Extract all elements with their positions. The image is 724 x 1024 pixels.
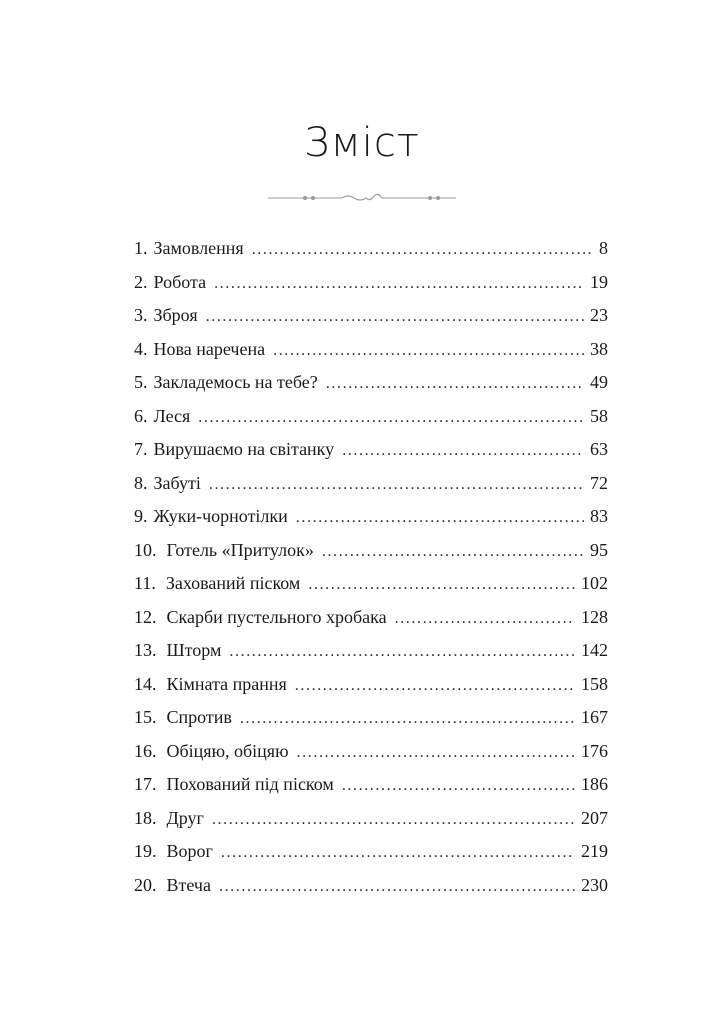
toc-entry [134,238,608,272]
toc-entry [134,841,608,875]
chapter-number: 18. [134,807,157,828]
decorative-divider-icon [262,186,462,210]
toc-entry [134,741,608,775]
dot-leader [395,610,575,628]
chapter-number: 13. [134,640,157,660]
chapter-title: Готель «Притулок» [166,539,314,560]
toc-entry [134,674,608,708]
toc-entry [134,272,608,306]
chapter-number: 7. [134,439,148,459]
chapter-title: Захований піском [165,573,301,593]
page-number: 8 [599,238,608,258]
chapter-title: Леся [153,405,191,426]
dot-leader [198,409,584,427]
dot-leader [240,710,575,728]
page-number: 38 [590,338,608,359]
page-number: 207 [581,807,608,828]
chapter-title: Вирушаємо на світанку [153,439,335,459]
chapter-number: 2. [134,271,148,292]
dot-leader [252,241,593,259]
chapter-title: Жуки-чорнотілки [153,506,288,526]
chapter-title: Скарби пустельного хробака [166,606,387,627]
toc-entry [134,506,608,540]
page-number: 72 [590,472,608,493]
page-number: 63 [590,439,608,459]
chapter-title: Ворог [166,841,213,861]
chapter-title: Замовлення [153,238,244,258]
page-number: 158 [581,673,608,694]
dot-leader [308,576,575,594]
dot-leader [209,476,584,494]
page-number: 58 [590,405,608,426]
chapter-number: 8. [134,472,148,493]
chapter-title: Друг [166,807,204,828]
dot-leader [221,844,575,862]
page-number: 230 [581,874,608,895]
chapter-number: 5. [134,372,148,392]
dot-leader [342,777,575,795]
page-number: 19 [590,271,608,292]
toc-entry [134,573,608,607]
toc-entry [134,607,608,641]
chapter-title: Зброя [153,305,198,325]
toc-entry [134,640,608,674]
chapter-number: 14. [134,673,157,694]
page-number: 176 [581,740,608,761]
dot-leader [326,375,584,393]
page-number: 49 [590,372,608,392]
chapter-number: 20. [134,874,157,895]
chapter-title: Кімната прання [166,673,287,694]
page-number: 102 [581,573,608,593]
toc-entry [134,305,608,339]
dot-leader [206,308,584,326]
dot-leader [296,509,584,527]
chapter-number: 6. [134,405,148,426]
dot-leader [214,275,584,293]
chapter-title: Нова наречена [153,338,266,359]
dot-leader [219,878,575,896]
toc-entry [134,439,608,473]
page-number: 167 [581,707,608,727]
chapter-title: Похований під піском [166,774,334,794]
chapter-number: 15. [134,707,157,727]
chapter-number: 12. [134,606,157,627]
page-number: 83 [590,506,608,526]
chapter-number: 3. [134,305,148,325]
page-number: 95 [590,539,608,560]
chapter-number: 19. [134,841,157,861]
page-number: 128 [581,606,608,627]
page-number: 23 [590,305,608,325]
dot-leader [295,677,575,695]
chapter-title: Обіцяю, обіцяю [166,740,289,761]
chapter-number: 9. [134,506,148,526]
toc-entry [134,707,608,741]
toc-entry [134,774,608,808]
chapter-number: 11. [134,573,156,593]
table-of-contents [134,238,608,908]
page-title: Зміст [304,120,420,166]
chapter-number: 4. [134,338,148,359]
chapter-number: 10. [134,539,157,560]
dot-leader [229,643,575,661]
chapter-number: 1. [134,238,148,258]
dot-leader [297,744,575,762]
toc-entry [134,372,608,406]
chapter-title: Втеча [166,874,211,895]
page-number: 186 [581,774,608,794]
chapter-number: 16. [134,740,157,761]
toc-entry [134,540,608,574]
chapter-title: Спротив [166,707,232,727]
chapter-title: Шторм [166,640,222,660]
chapter-title: Робота [153,271,207,292]
toc-entry [134,339,608,373]
dot-leader [342,442,584,460]
chapter-number: 17. [134,774,157,794]
toc-entry [134,406,608,440]
page-number: 219 [581,841,608,861]
page-number: 142 [581,640,608,660]
toc-entry [134,473,608,507]
toc-entry [134,875,608,909]
dot-leader [322,543,584,561]
dot-leader [212,811,575,829]
dot-leader [273,342,584,360]
chapter-title: Забуті [153,472,201,493]
chapter-title: Закладемось на тебе? [153,372,318,392]
toc-entry [134,808,608,842]
